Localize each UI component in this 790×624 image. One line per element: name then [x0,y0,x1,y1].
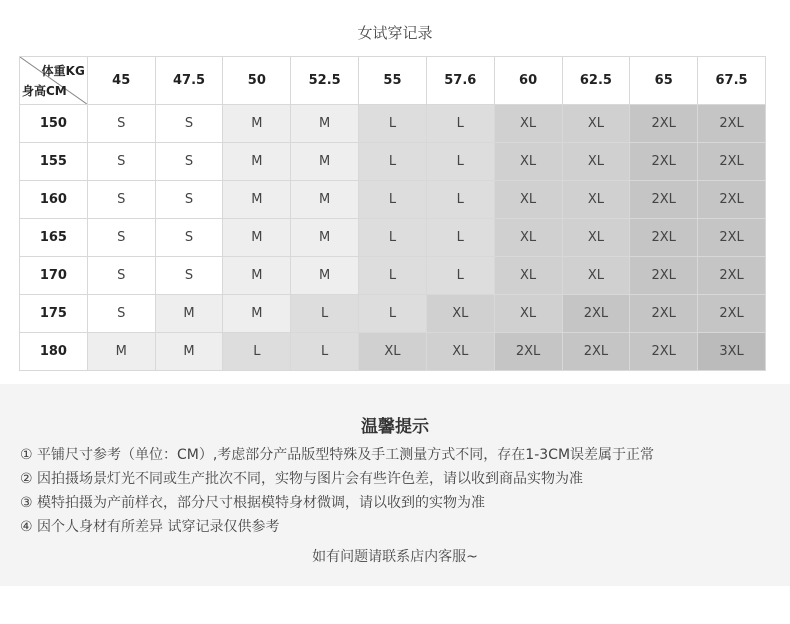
size-cell: S [155,143,223,181]
size-cell: S [87,219,155,257]
size-cell: M [223,257,291,295]
weight-axis-label: 体重KG [41,64,85,78]
size-cell: 2XL [698,295,766,333]
tips-title: 温馨提示 [361,417,429,437]
height-header: 165 [20,219,88,257]
page-title: 女试穿记录 [357,24,433,42]
weight-header: 50 [223,57,291,105]
weight-header: 62.5 [562,57,630,105]
size-cell: XL [494,219,562,257]
size-cell: 2XL [630,181,698,219]
height-header: 170 [20,257,88,295]
weight-header: 55 [359,57,427,105]
size-cell: M [291,219,359,257]
size-cell: M [291,257,359,295]
size-cell: L [359,143,427,181]
weight-header: 47.5 [155,57,223,105]
size-cell: 2XL [630,257,698,295]
size-cell: S [87,143,155,181]
size-cell: 2XL [698,219,766,257]
size-cell: M [223,181,291,219]
size-cell: S [87,105,155,143]
size-cell: L [291,295,359,333]
size-cell: XL [562,257,630,295]
height-header: 160 [20,181,88,219]
size-cell: 2XL [630,295,698,333]
size-cell: M [155,333,223,371]
size-cell: L [223,333,291,371]
size-cell: 2XL [630,219,698,257]
size-cell: 2XL [562,295,630,333]
size-cell: 3XL [698,333,766,371]
size-cell: XL [494,295,562,333]
size-cell: L [291,333,359,371]
table-row [20,295,766,333]
size-cell: 2XL [698,143,766,181]
size-cell: 2XL [698,181,766,219]
size-cell: L [359,257,427,295]
weight-header: 60 [494,57,562,105]
size-cell: S [155,105,223,143]
corner-cell [20,57,88,105]
header-row [20,57,766,105]
height-header: 175 [20,295,88,333]
size-cell: M [223,219,291,257]
weight-header: 65 [630,57,698,105]
table-row [20,257,766,295]
size-cell: L [426,105,494,143]
size-cell: L [359,181,427,219]
size-cell: XL [494,105,562,143]
table-row [20,181,766,219]
size-cell: XL [562,219,630,257]
size-cell: M [223,143,291,181]
size-cell: S [155,219,223,257]
tip-item: ① 平铺尺寸参考（单位：CM）,考虑部分产品版型特殊及手工测量方式不同，存在1-3CM误差属于正常 [20,447,655,463]
tip-item: ② 因拍摄场景灯光不同或生产批次不同，实物与图片会有些许色差，请以收到商品实物为准 [20,471,583,487]
size-cell: 2XL [630,333,698,371]
height-header: 155 [20,143,88,181]
tip-item: ④ 因个人身材有所差异 试穿记录仅供参考 [20,519,280,535]
size-cell: S [155,257,223,295]
size-cell: 2XL [630,105,698,143]
size-cell: M [291,181,359,219]
size-cell: 2XL [562,333,630,371]
table-row [20,105,766,143]
size-cell: 2XL [494,333,562,371]
size-cell: M [87,333,155,371]
size-cell: 2XL [698,257,766,295]
size-cell: XL [562,143,630,181]
height-header: 180 [20,333,88,371]
size-cell: M [291,105,359,143]
weight-header: 45 [87,57,155,105]
size-cell: XL [562,105,630,143]
size-chart-table [19,56,766,371]
size-cell: S [87,257,155,295]
size-cell: S [87,295,155,333]
height-header: 150 [20,105,88,143]
size-cell: XL [562,181,630,219]
size-cell: L [426,219,494,257]
size-cell: XL [426,295,494,333]
size-cell: L [359,295,427,333]
table-row [20,143,766,181]
size-cell: XL [494,257,562,295]
size-cell: S [87,181,155,219]
size-cell: L [426,181,494,219]
size-cell: XL [359,333,427,371]
contact-note: 如有问题请联系店内客服~ [312,549,478,565]
size-cell: L [426,257,494,295]
size-cell: S [155,181,223,219]
height-axis-label: 身高CM [22,84,67,98]
size-cell: M [155,295,223,333]
size-cell: XL [494,181,562,219]
size-cell: L [426,143,494,181]
size-cell: M [291,143,359,181]
size-cell: M [223,295,291,333]
size-cell: L [359,105,427,143]
size-cell: XL [426,333,494,371]
tips-section [0,384,790,586]
size-cell: M [223,105,291,143]
table-row [20,333,766,371]
size-cell: 2XL [630,143,698,181]
table-row [20,219,766,257]
size-cell: XL [494,143,562,181]
weight-header: 52.5 [291,57,359,105]
weight-header: 57.6 [426,57,494,105]
size-cell: 2XL [698,105,766,143]
tip-item: ③ 模特拍摄为产前样衣，部分尺寸根据模特身材微调，请以收到的实物为准 [20,495,485,511]
weight-header: 67.5 [698,57,766,105]
size-cell: L [359,219,427,257]
